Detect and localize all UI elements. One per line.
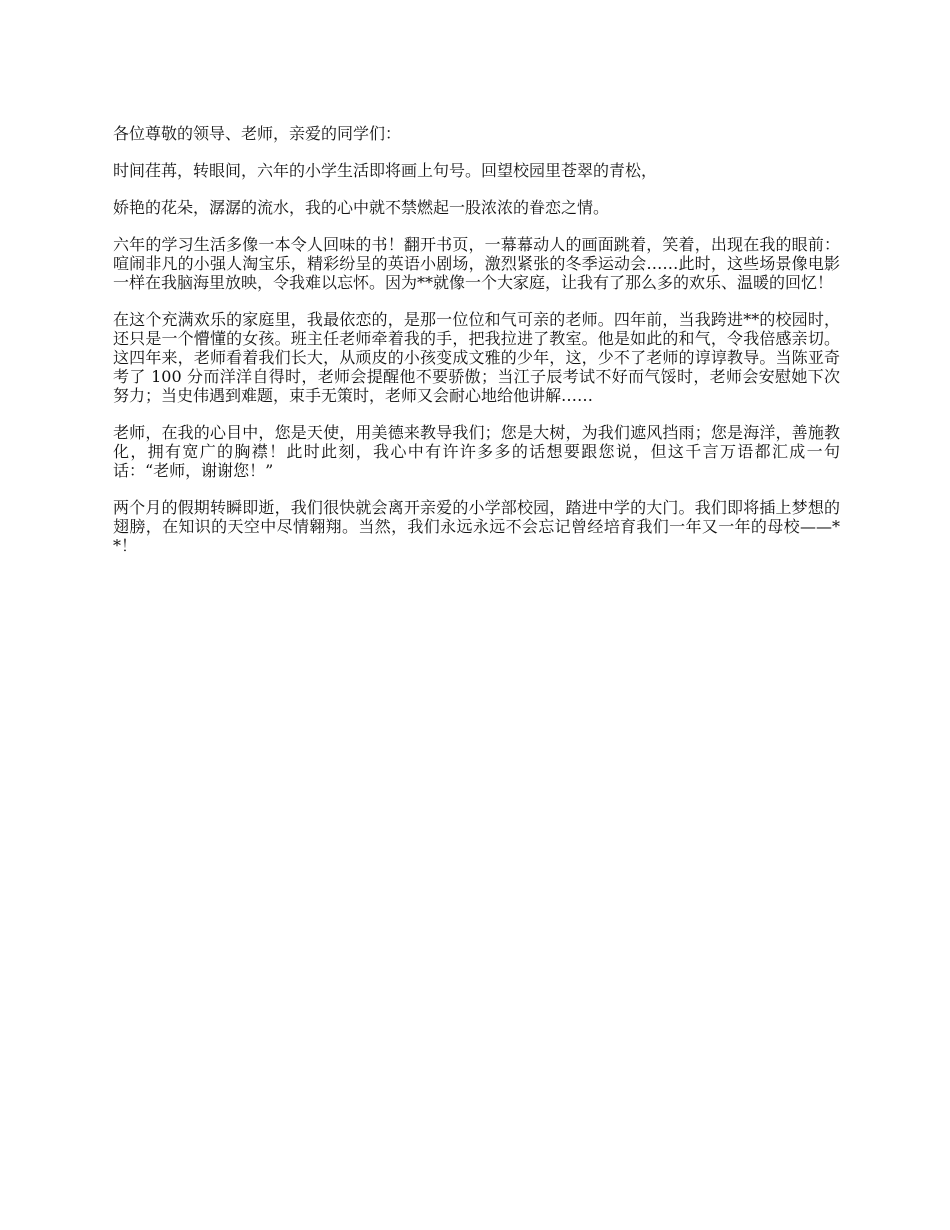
paragraph-study-life: 六年的学习生活多像一本令人回味的书！翻开书页，一幕幕动人的画面跳着，笑着，出现在我的眼前：喧闹非凡的小强人淘宝乐，精彩纷呈的英语小剧场，激烈紧张的冬季运动会……此时，这些场景像电影一样在我脑海里放映，令我难以忘怀。因为**就像一个大家庭，让我有了那么多的欢乐、温暖的回忆！: [113, 235, 840, 292]
paragraph-thanks: 老师，在我的心目中，您是天使，用美德来教导我们；您是大树，为我们遮风挡雨；您是海洋，善施教化，拥有宽广的胸襟！此时此刻，我心中有许许多多的话想要跟您说，但这千言万语都汇成一句话：“老师，谢谢您！”: [113, 423, 840, 480]
paragraph-farewell: 两个月的假期转瞬即逝，我们很快就会离开亲爱的小学部校园，踏进中学的大门。我们即将插上梦想的翅膀，在知识的天空中尽情翱翔。当然，我们永远永远不会忘记曾经培育我们一年又一年的母校——**！: [113, 498, 840, 555]
paragraph-teachers: 在这个充满欢乐的家庭里，我最依恋的，是那一位位和气可亲的老师。四年前，当我跨进**的校园时，还只是一个懵懂的女孩。班主任老师牵着我的手，把我拉进了教室。他是如此的和气，令我倍感亲切。这四年来，老师看着我们长大，从顽皮的小孩变成文雅的少年，这，少不了老师的谆谆教导。当陈亚奇考了 100 分而洋洋自得时，老师会提醒他不要骄傲；当江子辰考试不好而气馁时，老师会安慰她下次努力；当史伟遇到难题，束手无策时，老师又会耐心地给他讲解……: [113, 310, 840, 405]
paragraph-time: 时间荏苒，转眼间，六年的小学生活即将画上句号。回望校园里苍翠的青松，: [113, 161, 658, 180]
greeting-paragraph: 各位尊敬的领导、老师，亲爱的同学们：: [113, 124, 402, 143]
paragraph-flowers: 娇艳的花朵，潺潺的流水，我的心中就不禁燃起一股浓浓的眷恋之情。: [113, 198, 610, 217]
document-body: [113, 124, 840, 573]
